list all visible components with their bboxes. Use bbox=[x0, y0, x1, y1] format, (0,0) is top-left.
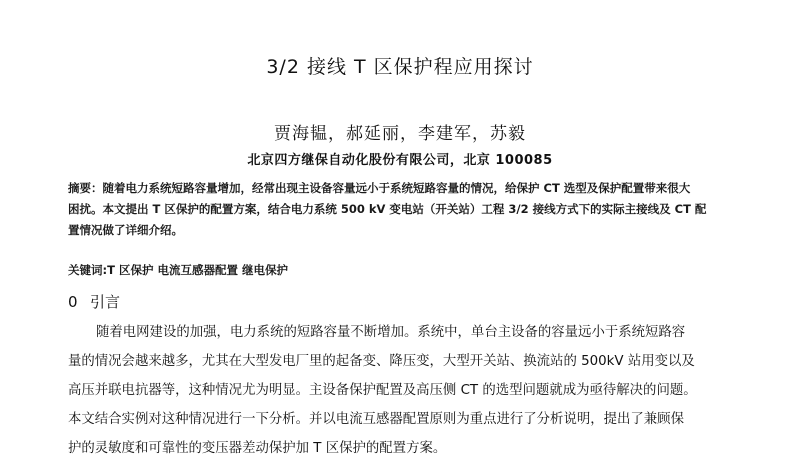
abstract-line: 置情况做了详细介绍。 bbox=[68, 223, 183, 237]
abstract-line bbox=[68, 178, 748, 199]
paper-authors: 贾海韫，郝延丽，李建军，苏毅 bbox=[274, 124, 526, 144]
section-number: 0 bbox=[68, 293, 78, 311]
keywords bbox=[68, 262, 748, 278]
abstract-text: 随着电力系统短路容量增加，经常出现主设备容量远小于系统短路容量的情况，给保护 CT 选型及保护配置带来很大 bbox=[102, 181, 691, 195]
body-line: 高压并联电抗器等，这种情况尤为明显。主设备保护配置及高压侧 CT 的选型问题就成为亟待解决的问题。 bbox=[68, 383, 697, 398]
body-line: 量的情况会越来越多，尤其在大型发电厂里的起备变、降压变，大型开关站、换流站的 500kV 站用变以及 bbox=[68, 354, 695, 369]
body-line: 护的灵敏度和可靠性的变压器差动保护加 T 区保护的配置方案。 bbox=[68, 441, 447, 456]
section-heading bbox=[68, 291, 120, 312]
section-title: 引言 bbox=[90, 293, 121, 311]
paper-title: 3/2 接线 T 区保护程应用探讨 bbox=[266, 56, 534, 78]
abstract-label: 摘要： bbox=[68, 181, 103, 195]
keywords-label: 关键词: bbox=[68, 263, 108, 277]
keywords-text: T 区保护 电流互感器配置 继电保护 bbox=[107, 263, 288, 277]
body-line: 本文结合实例对这种情况进行一下分析。并以电流互感器配置原则为重点进行了分析说明，提出了兼顾保 bbox=[68, 412, 684, 427]
abstract-line: 困扰。本文提出 T 区保护的配置方案，结合电力系统 500 kV 变电站（开关站）工程 3/2 接线方式下的实际主接线及 CT 配 bbox=[68, 202, 707, 216]
body-paragraph bbox=[68, 318, 754, 463]
body-line: 随着电网建设的加强，电力系统的短路容量不断增加。系统中，单台主设备的容量远小于系统短路容 bbox=[96, 325, 686, 340]
paper-affiliation: 北京四方继保自动化股份有限公司，北京 100085 bbox=[247, 153, 553, 168]
abstract bbox=[68, 178, 748, 241]
